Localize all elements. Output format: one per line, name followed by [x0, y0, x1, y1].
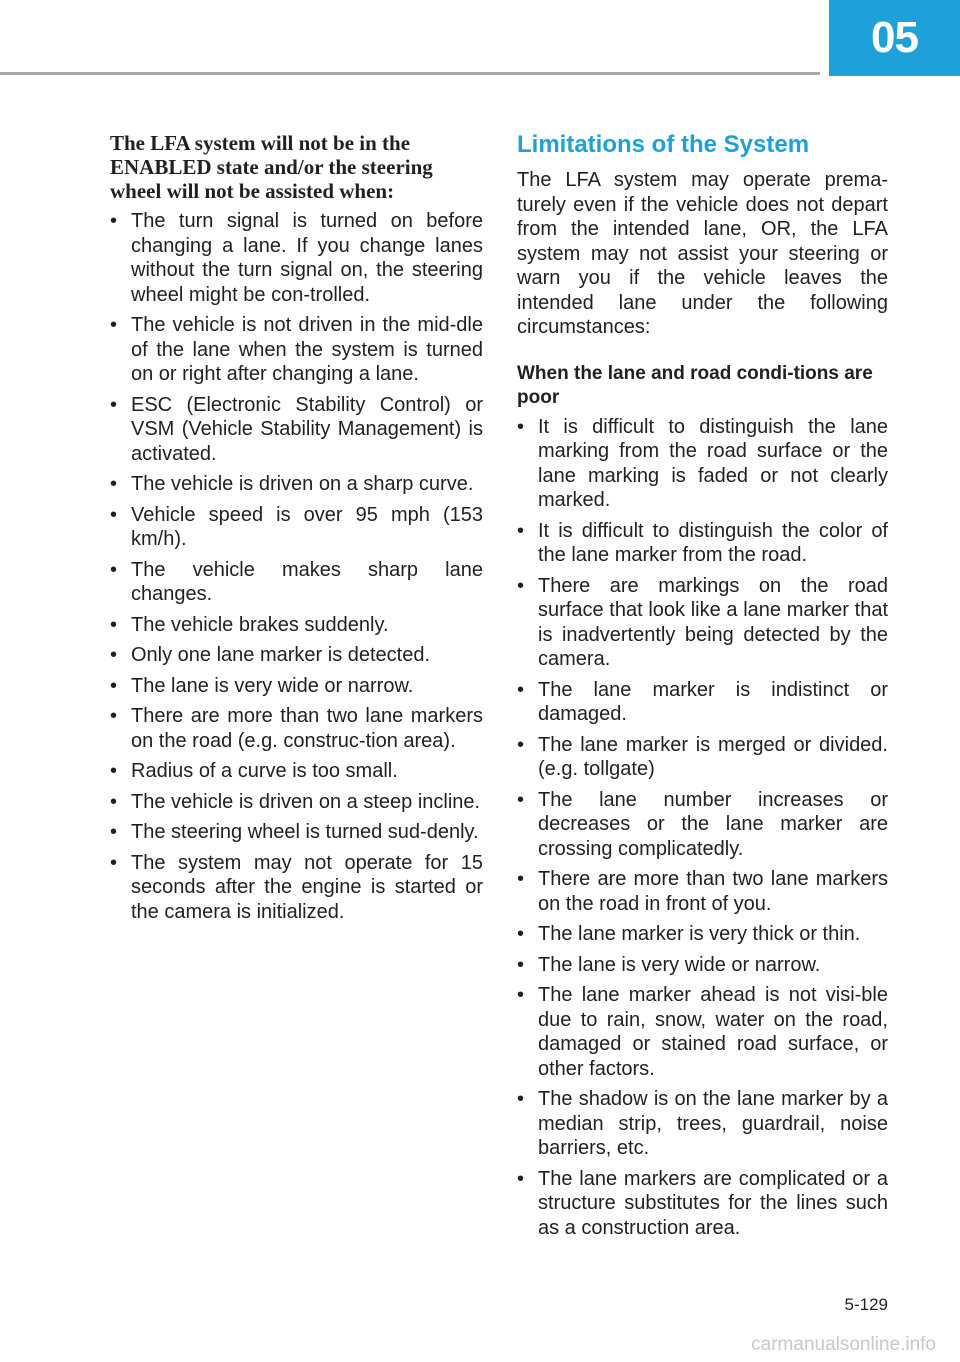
- chapter-tab: [829, 0, 960, 76]
- left-bullet-list: [110, 209, 483, 924]
- list-item: • The lane number increases or decreases or the lane marker are crossing complicatedly.: [517, 788, 888, 860]
- list-item: • The shadow is on the lane marker by a median strip, trees, guardrail, noise barriers, etc.: [517, 1088, 888, 1159]
- list-item: • It is difficult to distinguish the color of the lane marker from the road.: [517, 519, 888, 566]
- bullet-icon: •: [110, 210, 118, 232]
- list-item: • ESC (Electronic Stability Control) or VSM (Vehicle Stability Management) is activated.: [110, 393, 483, 465]
- list-item: • The vehicle is driven on a sharp curve.: [110, 473, 474, 495]
- header-rule: [0, 72, 820, 75]
- bullet-icon: •: [110, 674, 118, 697]
- list-item: • The vehicle makes sharp lane changes.: [110, 558, 483, 605]
- bullet-icon: •: [517, 1088, 525, 1110]
- list-item: • Vehicle speed is over 95 mph (153 km/h).: [110, 503, 483, 550]
- list-item: • Radius of a curve is too small.: [110, 760, 398, 782]
- list-item: • There are more than two lane markers on the road (e.g. construc-tion area).: [110, 705, 483, 752]
- intro-paragraph: The LFA system may operate prema-turely even if the vehicle does not depart from the intended lane, OR, the LFA system may not assist your steering or warn you if the vehicle leaves the intended lane under the following circumstances:: [517, 169, 888, 338]
- bullet-icon: •: [517, 923, 525, 945]
- bullet-icon: •: [517, 678, 525, 701]
- list-item: • The turn signal is turned on before changing a lane. If you change lanes without the turn signal on, the steering wheel might be con-trolled.: [110, 210, 483, 306]
- list-item: • There are markings on the road surface that look like a lane marker that is inadvertently being detected by the camera.: [517, 574, 888, 670]
- list-item: • Only one lane marker is detected.: [110, 644, 431, 666]
- bullet-icon: •: [110, 644, 118, 666]
- list-item: • There are more than two lane markers on the road in front of you.: [517, 868, 888, 915]
- list-item: • The lane is very wide or narrow.: [517, 953, 821, 976]
- bullet-icon: •: [110, 851, 118, 874]
- bullet-icon: •: [110, 760, 118, 782]
- list-item: • The vehicle is driven on a steep incline.: [110, 790, 481, 813]
- watermark-link[interactable]: carmanualsonline.info: [751, 1334, 936, 1355]
- list-item: • It is difficult to distinguish the lane marking from the road surface or the lane marking is faded or not clearly marked.: [517, 415, 888, 511]
- left-column: [110, 131, 483, 930]
- list-item: • The steering wheel is turned sud-denly.: [110, 821, 479, 843]
- bullet-icon: •: [110, 821, 118, 843]
- right-bullet-list: [517, 415, 888, 1241]
- chapter-number: 05: [871, 13, 918, 62]
- bullet-icon: •: [517, 574, 525, 597]
- list-item: • The lane markers are complicated or a structure substitutes for the lines such as a construction area.: [517, 1167, 888, 1239]
- list-item: • The lane marker is indistinct or damaged.: [517, 678, 888, 725]
- bullet-icon: •: [517, 788, 525, 811]
- bullet-icon: •: [517, 984, 525, 1006]
- conditions-heading: The LFA system will not be in the ENABLED state and/or the steering wheel will not be assisted when:: [110, 131, 433, 203]
- list-item: • The lane marker is very thick or thin.: [517, 923, 861, 945]
- bullet-icon: •: [517, 733, 525, 756]
- list-item: • The lane marker is merged or divided. (e.g. tollgate): [517, 733, 888, 780]
- bullet-icon: •: [110, 558, 118, 581]
- bullet-icon: •: [110, 790, 118, 813]
- page-number: 5-129: [844, 1295, 888, 1314]
- list-item: • The lane is very wide or narrow.: [110, 674, 414, 697]
- bullet-icon: •: [517, 519, 525, 542]
- bullet-icon: •: [110, 613, 118, 636]
- list-item: • The vehicle is not driven in the mid-dle of the lane when the system is turned on or right after changing a lane.: [110, 314, 483, 385]
- list-item: • The system may not operate for 15 seconds after the engine is started or the camera is initialized.: [110, 851, 483, 923]
- right-column: [517, 130, 888, 1246]
- bullet-icon: •: [517, 868, 525, 890]
- bullet-icon: •: [517, 415, 525, 438]
- bullet-icon: •: [110, 393, 118, 416]
- section-title: Limitations of the System: [517, 131, 810, 158]
- bullet-icon: •: [110, 473, 118, 495]
- list-item: • The vehicle brakes suddenly.: [110, 613, 389, 636]
- bullet-icon: •: [110, 705, 118, 727]
- sub-heading: When the lane and road condi-tions are poor: [517, 362, 873, 408]
- list-item: • The lane marker ahead is not visi-ble due to rain, snow, water on the road, damaged or stained road surface, or other factors.: [517, 984, 888, 1080]
- bullet-icon: •: [110, 503, 118, 526]
- bullet-icon: •: [110, 314, 118, 336]
- bullet-icon: •: [517, 1167, 525, 1190]
- bullet-icon: •: [517, 953, 525, 976]
